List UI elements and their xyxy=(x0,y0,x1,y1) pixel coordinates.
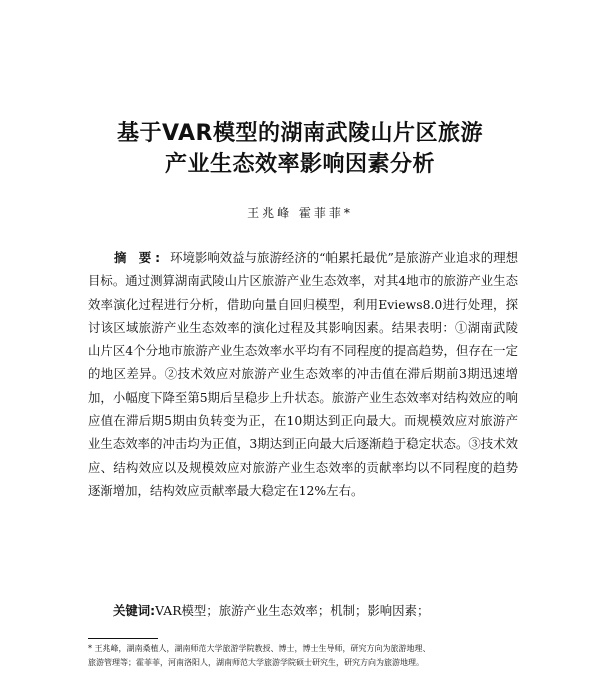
paper-title xyxy=(40,118,560,180)
keywords-line xyxy=(113,600,533,622)
footnote-divider xyxy=(88,638,158,639)
author-footnote xyxy=(88,642,528,670)
author-line: 王兆峰 霍菲菲* xyxy=(247,206,353,220)
abstract-paragraph xyxy=(88,246,518,502)
abstract-label: 摘 要: xyxy=(114,250,165,265)
footnote-line-1: * 王兆峰，湖南桑植人，湖南师范大学旅游学院教授、博士，博士生导师，研究方向为旅游地理、 xyxy=(88,644,431,653)
keywords-text: VAR模型；旅游产业生态效率；机制；影响因素； xyxy=(155,603,430,618)
title-line-2: 产业生态效率影响因素分析 xyxy=(164,152,435,177)
footnote-line-2: 旅游管理等；霍菲菲，河南洛阳人，湖南师范大学旅游学院硕士研究生，研究方向为旅游地理。 xyxy=(88,658,424,667)
keywords-label: 关键词: xyxy=(113,603,156,618)
title-line-1: 基于VAR模型的湖南武陵山片区旅游 xyxy=(116,121,483,146)
abstract-text: 环境影响效益与旅游经济的“帕累托最优”是旅游产业追求的理想目标。通过测算湖南武陵山片区旅游产业生态效率，对其4地市的旅游产业生态效率演化过程进行分析，借助向量自回归模型，利用Eviews8.0进行处理，探讨该区域旅游产业生态效率的演化过程及其影响因素。结果表明：①湖南武陵山片区4个分地市旅游产业生态效率水平均有不同程度的提高趋势，但存在一定的地区差异。②技术效应对旅游产业生态效率的冲击值在滞后期前3期迅速增加，小幅度下降至第5期后呈稳步上升状态。旅游产业生态效率对结构效应的响应值在滞后期5期由负转变为正，在10期达到正向最大。而规模效应对旅游产业生态效率的冲击均为正值，3期达到正向最大后逐渐趋于稳定状态。③技术效应、结构效应以及规模效应对旅游产业生态效率的贡献率均以不同程度的趋势逐渐增加，结构效应贡献率最大稳定在12%左右。 xyxy=(88,250,518,498)
